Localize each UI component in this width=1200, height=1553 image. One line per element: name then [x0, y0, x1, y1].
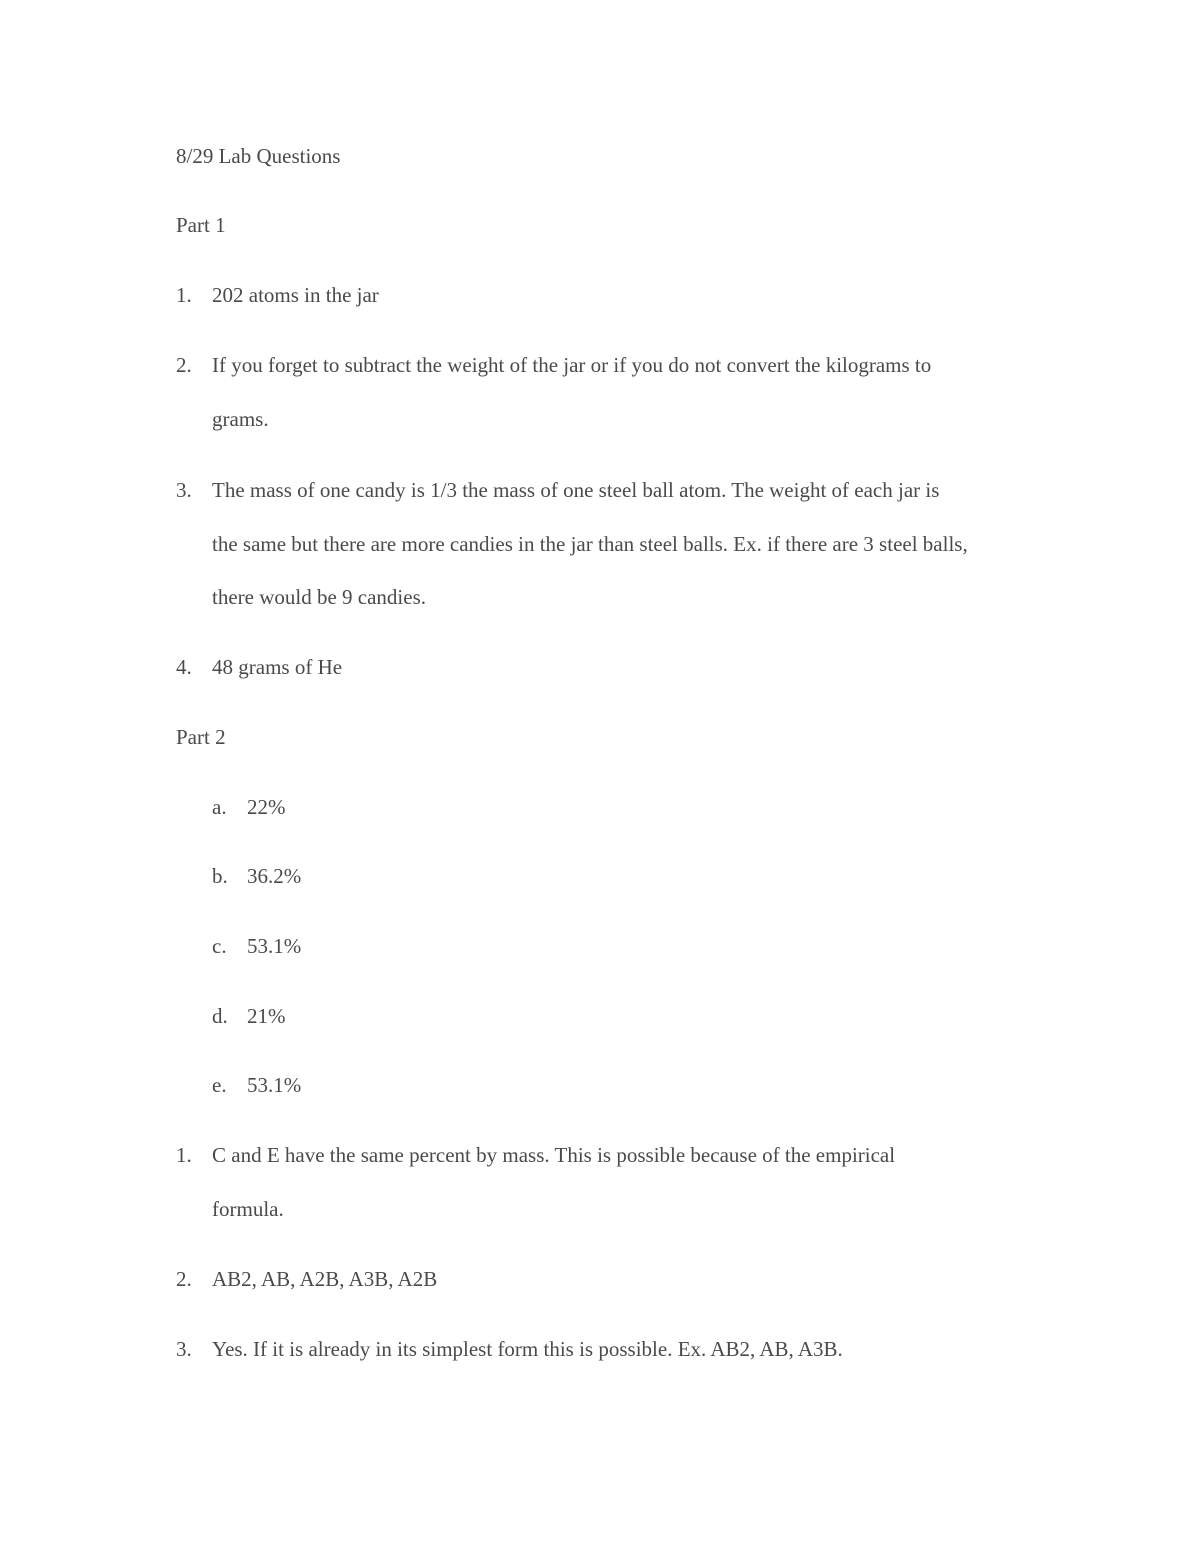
part1-item-3-line-1: The mass of one candy is 1/3 the mass of one steel ball atom. The weight of each jar is: [212, 478, 940, 502]
part2-subitem-e-text: 53.1%: [247, 1073, 302, 1097]
part2-item-2-text: AB2, AB, A2B, A3B, A2B: [212, 1267, 438, 1291]
part1-item-2-line-1: If you forget to subtract the weight of the jar or if you do not convert the kilograms to: [212, 353, 932, 377]
part2-item-1-marker: 1.: [176, 1143, 192, 1167]
part2-subitem-c-text: 53.1%: [247, 934, 302, 958]
part2-item-3-marker: 3.: [176, 1337, 192, 1361]
part2-item-1-line-2: formula.: [212, 1197, 284, 1221]
part2-subitem-e-marker: e.: [212, 1073, 227, 1097]
part2-subitem-d-marker: d.: [212, 1004, 228, 1028]
part2-subitem-a-text: 22%: [247, 795, 286, 819]
part2-item-2-marker: 2.: [176, 1267, 192, 1291]
part2-subitem-d-text: 21%: [247, 1004, 286, 1028]
part2-heading: Part 2: [176, 725, 226, 749]
part2-item-1-line-1: C and E have the same percent by mass. This is possible because of the empirical: [212, 1143, 896, 1167]
part1-item-2-line-2: grams.: [212, 407, 269, 431]
part2-subitem-b-marker: b.: [212, 864, 228, 888]
part1-item-3-line-3: there would be 9 candies.: [212, 585, 427, 609]
part1-item-1-marker: 1.: [176, 283, 192, 307]
part1-item-4-marker: 4.: [176, 655, 192, 679]
part1-item-3-marker: 3.: [176, 478, 192, 502]
part2-item-3-text: Yes. If it is already in its simplest form this is possible. Ex. AB2, AB, A3B.: [212, 1337, 843, 1361]
part2-subitem-c-marker: c.: [212, 934, 227, 958]
part2-subitem-a-marker: a.: [212, 795, 227, 819]
part1-item-3-line-2: the same but there are more candies in the jar than steel balls. Ex. if there are 3 steel balls,: [212, 532, 968, 556]
part1-heading: Part 1: [176, 213, 226, 237]
part2-subitem-b-text: 36.2%: [247, 864, 302, 888]
part1-item-4-text: 48 grams of He: [212, 655, 343, 679]
document-title: 8/29 Lab Questions: [176, 144, 341, 168]
part1-item-2-marker: 2.: [176, 353, 192, 377]
part1-item-1-text: 202 atoms in the jar: [212, 283, 379, 307]
